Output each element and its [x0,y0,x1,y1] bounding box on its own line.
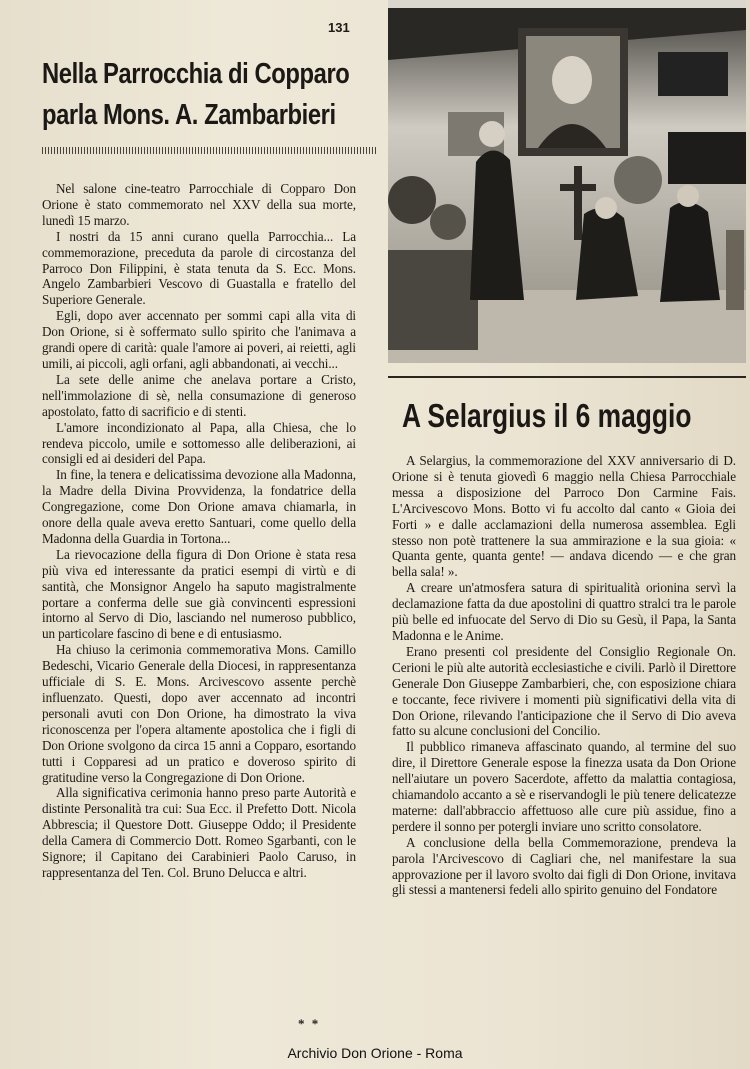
archive-footer: Archivio Don Orione - Roma [287,1045,463,1061]
end-mark: * * [298,1016,321,1031]
paragraph: Erano presenti col presidente del Consiglio Regionale On. Cerioni le più alte autorità ecclesiastiche e civili. Parlò il Direttore Generale Don Giuseppe Zambarbieri, che, con esposizione chiara e toccante, fece rivivere i momenti più significativi della vita di Don Orione, rilevando l'anticipazione che il Servo di Dio aveva fatto su alcune conclusioni del Concilio. [392,643,736,739]
event-photo-drawing [388,0,746,363]
paragraph: Egli, dopo aver accennato per sommi capi alla vita di Don Orione, si è soffermato sullo spirito che l'animava a grandi opere di carità: quale l'amore ai poveri, ai reietti, agli umili, ai piccoli, agli orfani, agli abbandonati, ai vecchi... [42,308,356,371]
paragraph: A Selargius, la commemorazione del XXV anniversario di D. Orione si è tenuta giovedì 6 maggio nella Chiesa Parrocchiale messa a disposizione del Parroco Don Carmine Fais. L'Arcivescovo Mons. Botto vi fu accolto dal canto « Gioia dei Forti » e dalle acclamazioni della numerosa assemblea. Egli stesso non potè trattenere la sua ammirazione e la sua gioia: « Quanta gente, quanta gente! — andava dicendo — e che gran bella sala! ». [392,453,736,580]
article-headline-selargius: A Selargius il 6 maggio [402,397,692,434]
page-number: 131 [328,20,350,35]
paragraph: In fine, la tenera e delicatissima devozione alla Madonna, la Madre della Divina Provvidenza, la fondatrice della Congregazione, come Don Orione amava chiamarla, in onore della quale aveva eretto Santuari, come quello della Madonna della Guardia in Tortona... [42,467,356,546]
paragraph: A conclusione della bella Commemorazione, prendeva la parola l'Arcivescovo di Cagliari che, nel manifestare la sua approvazione per il lavoro svolto dai figli di Don Orione, invitava gli stessi a mantenersi fedeli allo spirito genuino del Fondatore [392,834,736,898]
paragraph: Nel salone cine-teatro Parrocchiale di Copparo Don Orione è stato commemorato nel XXV della sua morte, lunedì 15 marzo. [42,181,356,228]
article-headline-copparo [42,54,350,136]
headline-rule [42,147,378,154]
paragraph: A creare un'atmosfera satura di spiritualità orionina servì la declamazione fatta da due apostolini di quattro stralci tra le parole più belle ed infuocate del Servo di Dio su Gesù, il Papa, la Santa Madonna e le Anime. [392,580,736,643]
paragraph: I nostri da 15 anni curano quella Parrocchia... La commemorazione, preceduta da parole di circostanza del Parroco Don Filippini, è stata tenuta da S. Ecc. Mons. Angelo Zambarbieri Vescovo di Guastalla e fratello del Superiore Generale. [42,228,356,308]
paragraph: Ha chiuso la cerimonia commemorativa Mons. Camillo Bedeschi, Vicario Generale della Diocesi, in rappresentanza ufficiale di S. E. Mons. Arcivescovo assente perchè influenzato. Questi, dopo aver accennato ad incontri personali avuti con Don Orione, ha dimostrato la viva riconoscenza per l'opera altamente apostolica che i figli di Don Orione svolgono da circa 15 anni a Copparo, esortando tutti i Copparesi ad un pratico e doveroso spirito di gratitudine verso la Congregazione di Don Orione. [42,642,356,785]
paragraph: L'amore incondizionato al Papa, alla Chiesa, che lo rendeva piccolo, umile e sottomesso alle deliberazioni, ai consigli ed ai desideri del Papa. [42,419,356,467]
paragraph: La rievocazione della figura di Don Orione è stata resa più viva ed interessante da pratici esempi di virtù e di santità, che Monsignor Angelo ha saputo magistralmente portare a conferma delle sue già convincenti espressioni intorno al Servo di Dio, lasciando nel numeroso pubblico, un particolare fascino di bene e di entusiasmo. [42,546,356,642]
article-body-selargius [392,453,736,898]
paragraph: Il pubblico rimaneva affascinato quando, al termine del suo dire, il Direttore Generale espose la finezza usata da Don Orione nell'aiutare un povero Sacerdote, affetto da malattia contagiosa, chiamandolo accanto a sè e riservandogli le più tenere delicatezze materne: dall'abbraccio affettuoso alle cure più assidue, fino a perdere il sonno per potergli inviare uno scritto consolatore. [392,739,736,834]
column-divider [388,376,746,378]
headline-line-1: Nella Parrocchia di Copparo [42,58,350,90]
headline-line-2: parla Mons. A. Zambarbieri [42,99,336,131]
event-photo [388,0,746,363]
paragraph: La sete delle anime che anelava portare a Cristo, nell'immolazione di sè, nella consumazione di generoso apostolato, fatto di sacrificio e di stenti. [42,371,356,419]
paragraph: Alla significativa cerimonia hanno preso parte Autorità e distinte Personalità tra cui: Sua Ecc. il Prefetto Dott. Nicola Abbrescia; il Questore Dott. Giuseppe Oddo; il Presidente della Camera di Commercio Dott. Romeo Sgarbanti, con le Signore; il Capitano dei Carabinieri Paolo Caruso, in rappresentanza del Ten. Col. Bruno Delucca e altri. [42,785,356,880]
article-body-copparo [42,181,356,881]
